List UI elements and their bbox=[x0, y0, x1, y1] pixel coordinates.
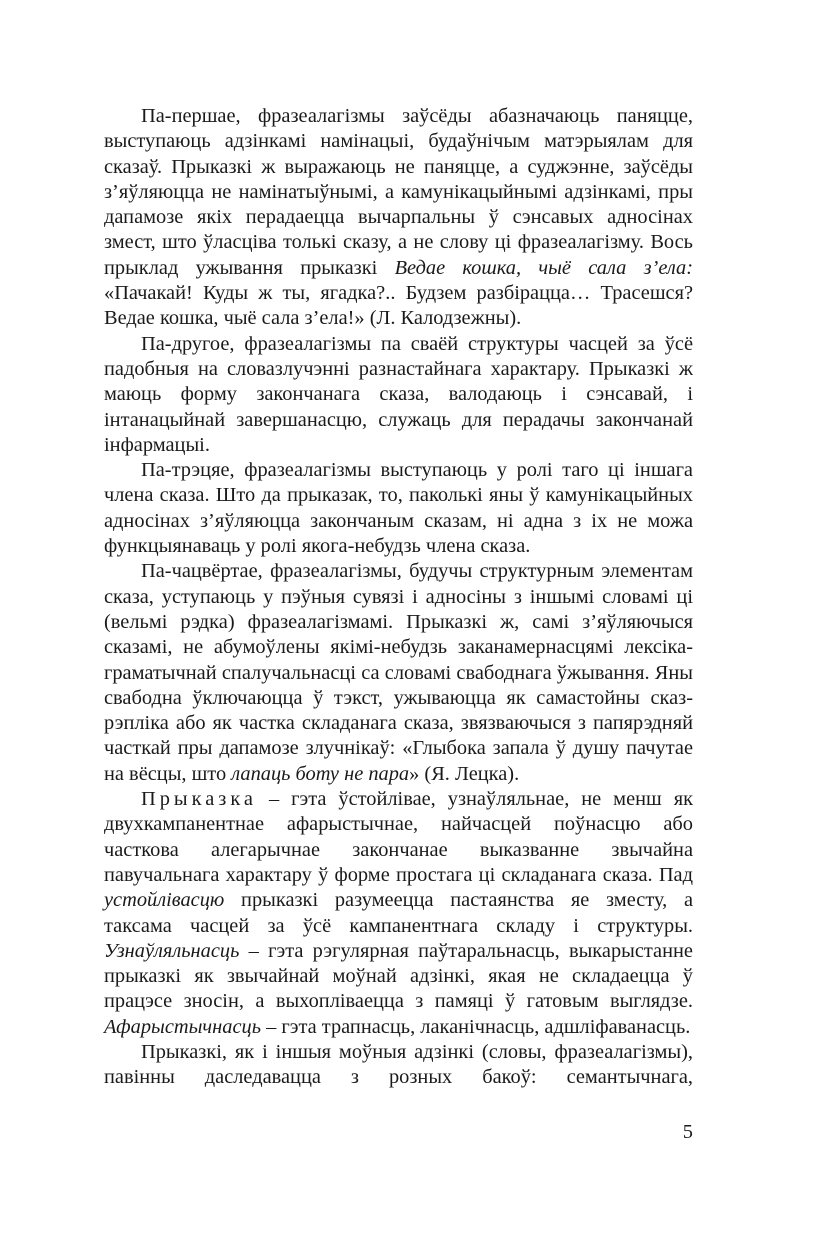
italic-proverb: Ведае кошка, чыё сала з’ела: bbox=[394, 256, 693, 279]
italic-term: Афарыстычнасць bbox=[104, 1015, 261, 1038]
defined-term: Прыказка bbox=[141, 788, 257, 811]
paragraph-6: Прыказкі, як і іншыя моўныя адзінкі (словы, фразеалагізмы), павінны даследавацца з розных бакоў: семантычнага, bbox=[104, 1040, 693, 1089]
paragraph-text: – гэта рэгулярная паўтаральнасць, выкарыстанне прыказкі як звычайнай моўнай адзінкі, якая не складаецца ў працэсе зносін, а выхопліваецца з памяці ў гатовым выглядзе. bbox=[104, 939, 693, 1013]
page-body bbox=[104, 104, 693, 1091]
paragraph-text: – гэта трапнасць, лаканічнасць, адшліфаванасць. bbox=[260, 1015, 691, 1038]
italic-proverb: лапаць боту не пара bbox=[231, 762, 410, 785]
paragraph-text: прыказкі разумеецца пастаянства яе зместу, а таксама часцей за ўсё кампанентнага складу і структуры. bbox=[104, 889, 693, 937]
paragraph-4 bbox=[104, 559, 693, 787]
paragraph-text: «Пачакай! Куды ж ты, ягадка?.. Будзем разбірацца… Трасешся? Ведае кошка, чыё сала з’ела!» (Л. Калодзежны). bbox=[104, 282, 693, 330]
paragraph-text: Па-першае, фразеалагізмы заўсёды абазначаюць паняцце, выступаюць адзінкамі намінацыі, будаўнічым матэрыялам для сказаў. Прыказкі ж выражаюць не паняцце, а суджэнне, заўсёды з’яўляюцца не намінатыўнымі, а камунікацыйнымі адзінкамі, пры дапамозе якіх перадаецца вычарпальны ў сэнсавых адносінах змест, што ўласціва толькі сказу, а не слову ці фразеалагізму. Вось прыклад ужывання прыказкі bbox=[104, 105, 693, 279]
paragraph-2: Па-другое, фразеалагізмы па сваёй структуры часцей за ўсё падобныя на словазлучэнні разнастайнага характару. Прыказкі ж маюць форму закончанага сказа, валодаюць і сэнсавай, і інтанацыйнай завершанасцю, служаць для перадачы закончанай інфармацыі. bbox=[104, 332, 693, 456]
paragraph-1 bbox=[104, 104, 693, 332]
italic-term: Узнаўляльнасць bbox=[104, 939, 240, 962]
paragraph-3: Па-трэцяе, фразеалагізмы выступаюць у ролі таго ці іншага члена сказа. Што да прыказак, то, паколькі яны ў камунікацыйных адносінах з’яўляюцца закончаным сказам, ні адна з іх не можа функцыянаваць у ролі якога-небудзь члена сказа. bbox=[104, 459, 693, 558]
page-number: 5 bbox=[682, 1121, 693, 1143]
paragraph-5-definition bbox=[104, 787, 693, 1040]
paragraph-text: – гэта ўстойлівае, узнаўляльнае, не менш як двухкампанентнае афарыстычнае, найчасцей поўнасцю або часткова алегарычнае закончанае выказванне звычайна павучальнага характару ў форме простага ці складанага сказа. Пад bbox=[104, 788, 693, 886]
paragraph-text: » (Я. Лецка). bbox=[409, 762, 520, 785]
paragraph-text: Па-чацвёртае, фразеалагізмы, будучы структурным элементам сказа, уступаюць у пэўныя сувязі і адносіны з іншымі словамі ці (вельмі рэдка) фразеалагізмамі. Прыказкі ж, самі з’яўляючыся сказамі, не абумоўлены якімі-небудзь заканамернасцямі лексіка-граматычнай спалучальнасці са словамі свабоднага ўжывання. Яны свабодна ўключаюцца ў тэкст, ужываюцца як самастойны сказ-рэпліка або як частка складанага сказа, звязваючыся з папярэдняй часткай пры дапамозе злучнікаў: «Глыбока запала ў душу пачутае на вёсцы, што bbox=[104, 560, 693, 785]
italic-term: устойлівасцю bbox=[104, 889, 225, 912]
